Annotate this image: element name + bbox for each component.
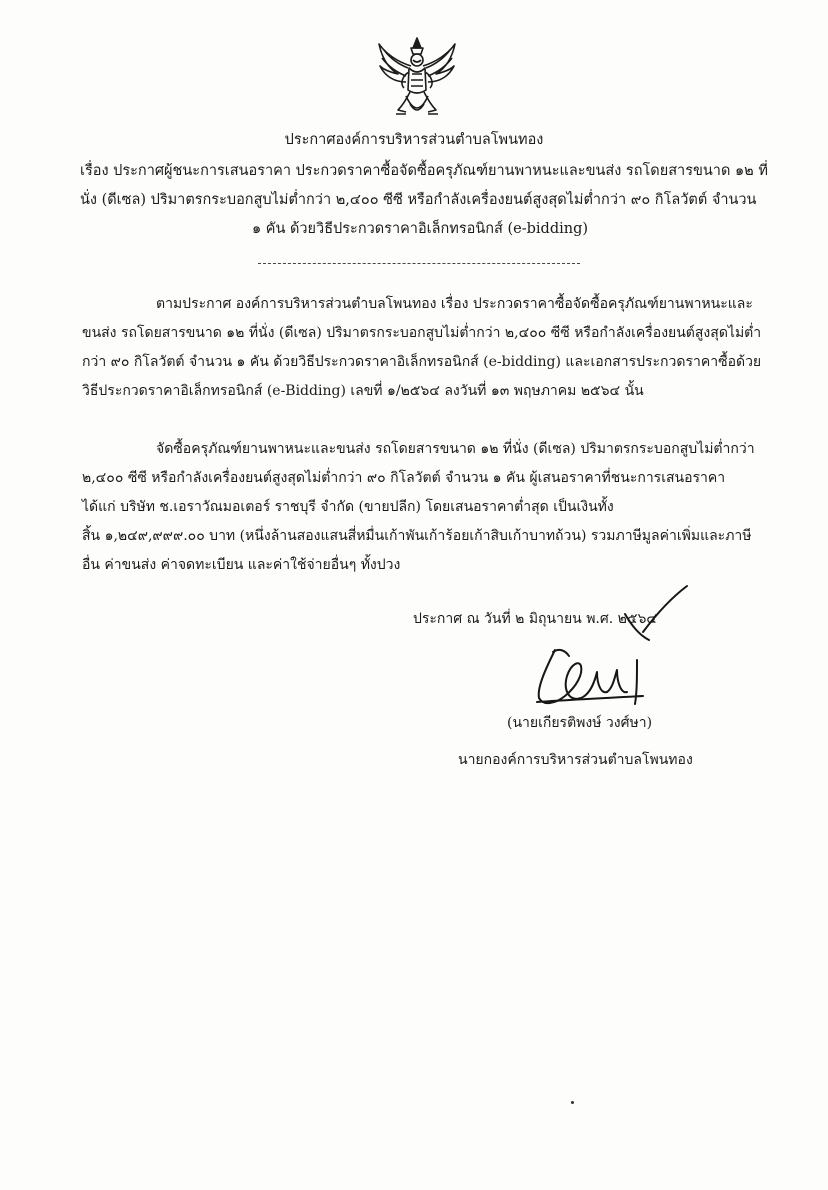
separator-line <box>258 263 580 264</box>
subject-line: นั่ง (ดีเซล) ปริมาตรกระบอกสูบไม่ต่ำกว่า ๒,๔๐๐ ซีซี หรือกำลังเครื่องยนต์สูงสุดไม่ต่ำกว่า ๙๐ กิโลวัตต์ จำนวน <box>80 192 757 208</box>
paragraph-line: วิธีประกวดราคาอิเล็กทรอนิกส์ (e-Bidding) เลขที่ ๑/๒๕๖๔ ลงวันที่ ๑๓ พฤษภาคม ๒๕๖๔ นั้น <box>82 383 644 399</box>
paragraph-line: ขนส่ง รถโดยสารขนาด ๑๒ ที่นั่ง (ดีเซล) ปริมาตรกระบอกสูบไม่ต่ำกว่า ๒,๔๐๐ ซีซี หรือกำลังเครื่องยนต์สูงสุดไม่ต่ำ <box>82 325 762 341</box>
paragraph-reference <box>82 290 762 406</box>
paragraph-winner <box>82 435 762 580</box>
paragraph-line: จัดซื้อครุภัณฑ์ยานพาหนะและขนส่ง รถโดยสารขนาด ๑๒ ที่นั่ง (ดีเซล) ปริมาตรกระบอกสูบไม่ต่ำกว่า <box>156 441 755 457</box>
document-title: ประกาศองค์การบริหารส่วนตำบลโพนทอง <box>284 132 544 148</box>
garuda-emblem-icon <box>376 36 458 120</box>
paragraph-line: ตามประกาศ องค์การบริหารส่วนตำบลโพนทอง เรื่อง ประกวดราคาซื้อจัดซื้อครุภัณฑ์ยานพาหนะและ <box>156 296 753 312</box>
paragraph-line: อื่น ค่าขนส่ง ค่าจดทะเบียน และค่าใช้จ่ายอื่นๆ ทั้งปวง <box>82 557 401 573</box>
scan-speck <box>571 1101 574 1104</box>
paragraph-line: กว่า ๙๐ กิโลวัตต์ จำนวน ๑ คัน ด้วยวิธีประกวดราคาอิเล็กทรอนิกส์ (e-bidding) และเอกสารประกวดราคาซื้อด้วย <box>82 354 762 370</box>
subject-line: ๑ คัน ด้วยวิธีประกวดราคาอิเล็กทรอนิกส์ (e-bidding) <box>251 221 589 237</box>
signer-position: นายกองค์การบริหารส่วนตำบลโพนทอง <box>458 752 693 768</box>
paragraph-line: ได้แก่ บริษัท ช.เอราวัณมอเตอร์ ราชบุรี จำกัด (ขายปลีก) โดยเสนอราคาต่ำสุด เป็นเงินทั้ง <box>82 499 614 515</box>
document-subject <box>80 157 768 244</box>
handwritten-signature <box>525 580 705 720</box>
subject-line: เรื่อง ประกาศผู้ชนะการเสนอราคา ประกวดราคาซื้อจัดซื้อครุภัณฑ์ยานพาหนะและขนส่ง รถโดยสารขนาด ๑๒ ที่ <box>80 163 768 179</box>
signer-name: (นายเกียรติพงษ์ วงศ์ษา) <box>507 715 653 731</box>
paragraph-line: สิ้น ๑,๒๔๙,๙๙๙.๐๐ บาท (หนึ่งล้านสองแสนสี่หมื่นเก้าพันเก้าร้อยเก้าสิบเก้าบาทถ้วน) รวมภาษีมูลค่าเพิ่มและภาษี <box>82 528 752 544</box>
announce-date: ประกาศ ณ วันที่ ๒ มิถุนายน พ.ศ. ๒๕๖๔ <box>413 611 657 627</box>
paragraph-line: ๒,๔๐๐ ซีซี หรือกำลังเครื่องยนต์สูงสุดไม่ต่ำกว่า ๙๐ กิโลวัตต์ จำนวน ๑ คัน ผู้เสนอราคาที่ชนะการเสนอราคา <box>82 470 726 486</box>
